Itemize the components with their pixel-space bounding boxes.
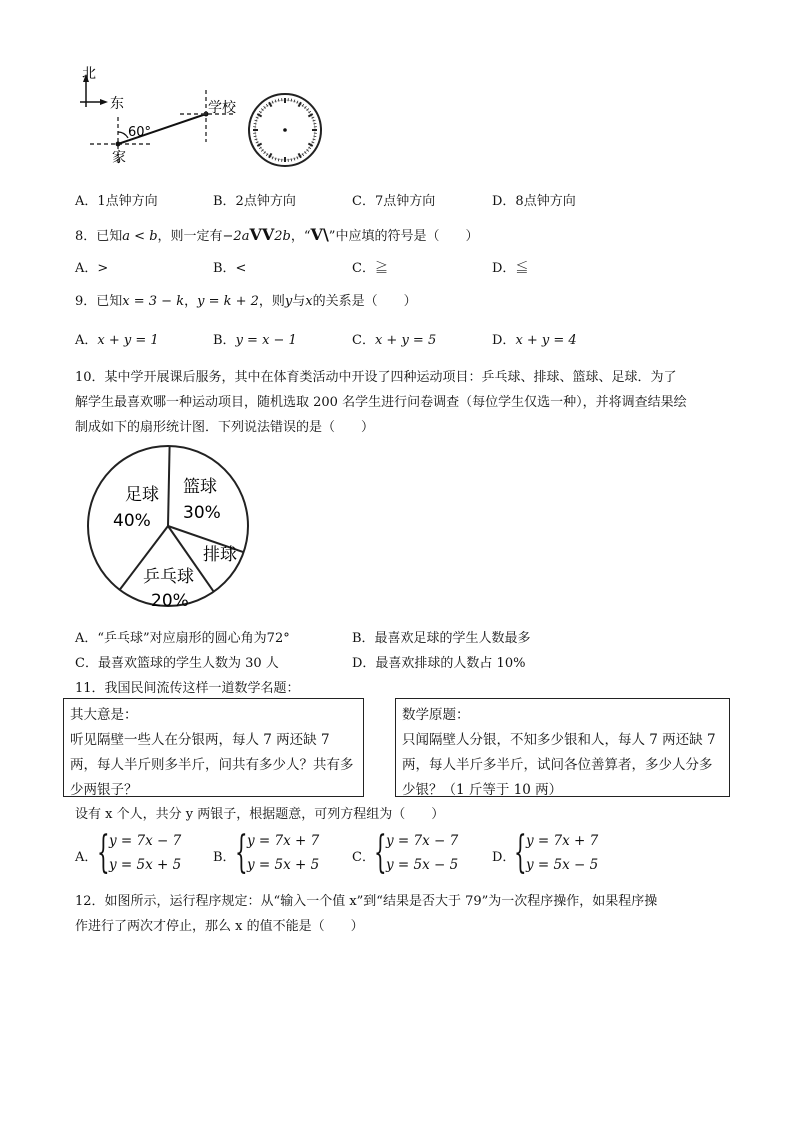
clock-minute-tick: [291, 158, 292, 161]
east-label: 东: [110, 96, 124, 112]
clock-minute-tick: [275, 100, 276, 103]
clock-minute-tick: [278, 158, 279, 161]
clock-hour-tick: [308, 114, 312, 117]
clock-hour-tick: [299, 153, 302, 157]
q9-eq2: y = k + 2: [197, 294, 259, 309]
q9-sep: ，: [184, 294, 198, 309]
q7-option-d[interactable]: D．8点钟方向: [492, 194, 576, 209]
q9-option-c-eq: x + y = 5: [374, 333, 437, 348]
brace-icon: {: [374, 827, 387, 878]
clock-minute-tick: [254, 123, 257, 124]
q7-option-a[interactable]: A．1点钟方向: [75, 194, 158, 209]
clock-minute-tick: [275, 158, 276, 161]
q11-option-b-eq2: y = 5x + 5: [247, 857, 320, 873]
q8-suffix-b: ”中应填的符号是（ ）: [328, 229, 479, 244]
q9-option-a[interactable]: A．x + y = 1: [75, 333, 159, 348]
q8-prefix: 8．已知: [75, 229, 123, 244]
q11-option-a-label: A．: [75, 850, 98, 865]
q8-option-a[interactable]: A．>: [75, 261, 109, 276]
q7-option-c[interactable]: C．7点钟方向: [352, 194, 436, 209]
clock-minute-tick: [254, 136, 257, 137]
q11-box-meaning-body: 听见隔壁一些人在分银两，每人 7 两还缺 7 两，每人半斤则多半斤，问共有多少人？共有多少两银子？: [70, 732, 354, 798]
brace-icon: {: [97, 827, 110, 878]
q10-option-b[interactable]: B．最喜欢足球的学生人数最多: [352, 631, 531, 646]
q9-option-b-eq: y = x − 1: [235, 333, 297, 348]
q9-option-c[interactable]: C．x + y = 5: [352, 333, 437, 348]
q8-suffix-a: ，“: [290, 229, 311, 244]
q9-option-b[interactable]: B．y = x − 1: [213, 333, 297, 348]
q10-option-d[interactable]: D．最喜欢排球的人数占 10%: [352, 656, 526, 671]
q10-line1: 10．某中学开展课后服务，其中在体育类活动中开设了四种运动项目：乒乓球、排球、篮球、足球．为了: [75, 370, 677, 385]
q11-option-b-label: B．: [213, 850, 236, 865]
clock-hour-tick: [257, 144, 261, 147]
q11-option-c-eq1: y = 7x − 7: [386, 833, 459, 849]
pie-value-football: 40%: [113, 511, 151, 531]
clock-hour-tick: [269, 102, 272, 106]
q11-option-d-eq2: y = 5x − 5: [526, 857, 599, 873]
q8-option-c[interactable]: C．≧: [352, 261, 388, 276]
angle-label: 60°: [128, 125, 152, 140]
pie-label-pingpong: 乒乓球: [143, 567, 194, 587]
q11-option-d-eq1: y = 7x + 7: [526, 833, 599, 849]
q11-option-a-eq1: y = 7x − 7: [109, 833, 182, 849]
clock-minute-tick: [255, 120, 258, 121]
north-label: 北: [82, 66, 96, 82]
q10-line2: 解学生最喜欢哪一种运动项目，随机选取 200 名学生进行问卷调查（每位学生仅选一种），并将调查结果绘: [75, 395, 687, 410]
q9-option-d[interactable]: D．x + y = 4: [492, 333, 577, 348]
q9-eq1: x = 3 − k: [122, 294, 185, 309]
q9-tail1: ，则: [258, 294, 285, 309]
q8-blank: VV: [249, 225, 275, 244]
q11-option-c-label: C．: [352, 850, 375, 865]
q8-blank-symbol: V\: [310, 225, 329, 244]
pie-label-football: 足球: [125, 485, 159, 505]
clock-hour-tick: [269, 153, 272, 157]
q8-option-b[interactable]: B．<: [213, 261, 247, 276]
pie-label-volleyball: 排球: [203, 545, 237, 565]
pie-label-basketball: 篮球: [183, 477, 217, 497]
q9-prefix: 9．已知: [75, 294, 123, 309]
clock-hour-tick: [257, 114, 261, 117]
q9-tail3: 的关系是（ ）: [312, 294, 417, 309]
q11-option-d[interactable]: [492, 827, 612, 879]
q8-right-expr: 2b: [274, 229, 291, 244]
q11-option-b[interactable]: [213, 827, 333, 879]
q8-mid: ，则一定有: [157, 229, 223, 244]
q11-option-d-label: D．: [492, 850, 516, 865]
clock-hour-tick: [308, 144, 312, 147]
clock-hour-tick: [299, 102, 302, 106]
q9-tail2: 与: [292, 294, 306, 309]
q12-line2: 作进行了两次才停止，那么 x 的值不能是（ ）: [75, 919, 364, 934]
q8-option-d[interactable]: D．≦: [492, 261, 529, 276]
school-label: 学校: [208, 100, 236, 116]
q8-stem: [75, 225, 478, 244]
q11-option-c-eq2: y = 5x − 5: [386, 857, 459, 873]
clock-minute-tick: [313, 139, 316, 140]
direction-figure: [70, 62, 340, 182]
q9-option-d-eq: x + y = 4: [515, 333, 577, 348]
q9-y: y: [284, 294, 293, 309]
pie-value-pingpong: 20%: [151, 591, 189, 611]
q9-stem: [75, 290, 417, 309]
q11-option-a[interactable]: [75, 827, 195, 879]
q7-option-b[interactable]: B．2点钟方向: [213, 194, 296, 209]
brace-icon: {: [235, 827, 248, 878]
q12-line1: 12．如图所示，运行程序规定：从“输入一个值 x”到“结果是否大于 79”为一次程序操作，如果程序操: [75, 894, 658, 909]
pie-chart: [85, 438, 275, 618]
clock-minute-tick: [313, 120, 316, 121]
q10-option-c[interactable]: C．最喜欢篮球的学生人数为 30 人: [75, 656, 279, 671]
q8-left-expr: −2a: [222, 229, 250, 244]
q11-setup: 设有 x 个人，共分 y 两银子，根据题意，可列方程组为（ ）: [75, 807, 445, 822]
q11-box-original: [395, 698, 730, 797]
q11-option-b-eq1: y = 7x + 7: [247, 833, 320, 849]
clock-minute-tick: [313, 136, 316, 137]
q11-intro: 11．我国民间流传这样一道数学名题：: [75, 681, 300, 696]
clock-minute-tick: [278, 99, 279, 102]
clock-icon: [249, 94, 321, 166]
home-label: 家: [112, 150, 126, 166]
clock-minute-tick: [294, 158, 295, 161]
q11-box-meaning: [63, 698, 364, 797]
q11-box-original-title: 数学原题：: [402, 707, 470, 723]
clock-minute-tick: [291, 99, 292, 102]
q11-box-meaning-title: 其大意是：: [70, 707, 138, 723]
brace-icon: {: [514, 827, 527, 878]
q8-condition: a < b: [122, 229, 158, 244]
q11-option-a-eq2: y = 5x + 5: [109, 857, 182, 873]
clock-minute-tick: [294, 100, 295, 103]
q10-option-a[interactable]: A．“乒乓球”对应扇形的圆心角为72°: [75, 631, 290, 646]
q9-option-a-eq: x + y = 1: [97, 333, 159, 348]
clock-minute-tick: [255, 139, 258, 140]
q11-box-original-body: 只闻隔壁人分银，不知多少银和人，每人 7 两还缺 7 两，每人半斤多半斤，试问各位善算者，多少人分多少银？（1 斤等于 10 两）: [402, 732, 716, 798]
clock-minute-tick: [313, 123, 316, 124]
pie-value-basketball: 30%: [183, 503, 221, 523]
q11-option-c[interactable]: [352, 827, 472, 879]
q9-x: x: [305, 294, 313, 309]
q10-line3: 制成如下的扇形统计图．下列说法错误的是（ ）: [75, 420, 375, 435]
